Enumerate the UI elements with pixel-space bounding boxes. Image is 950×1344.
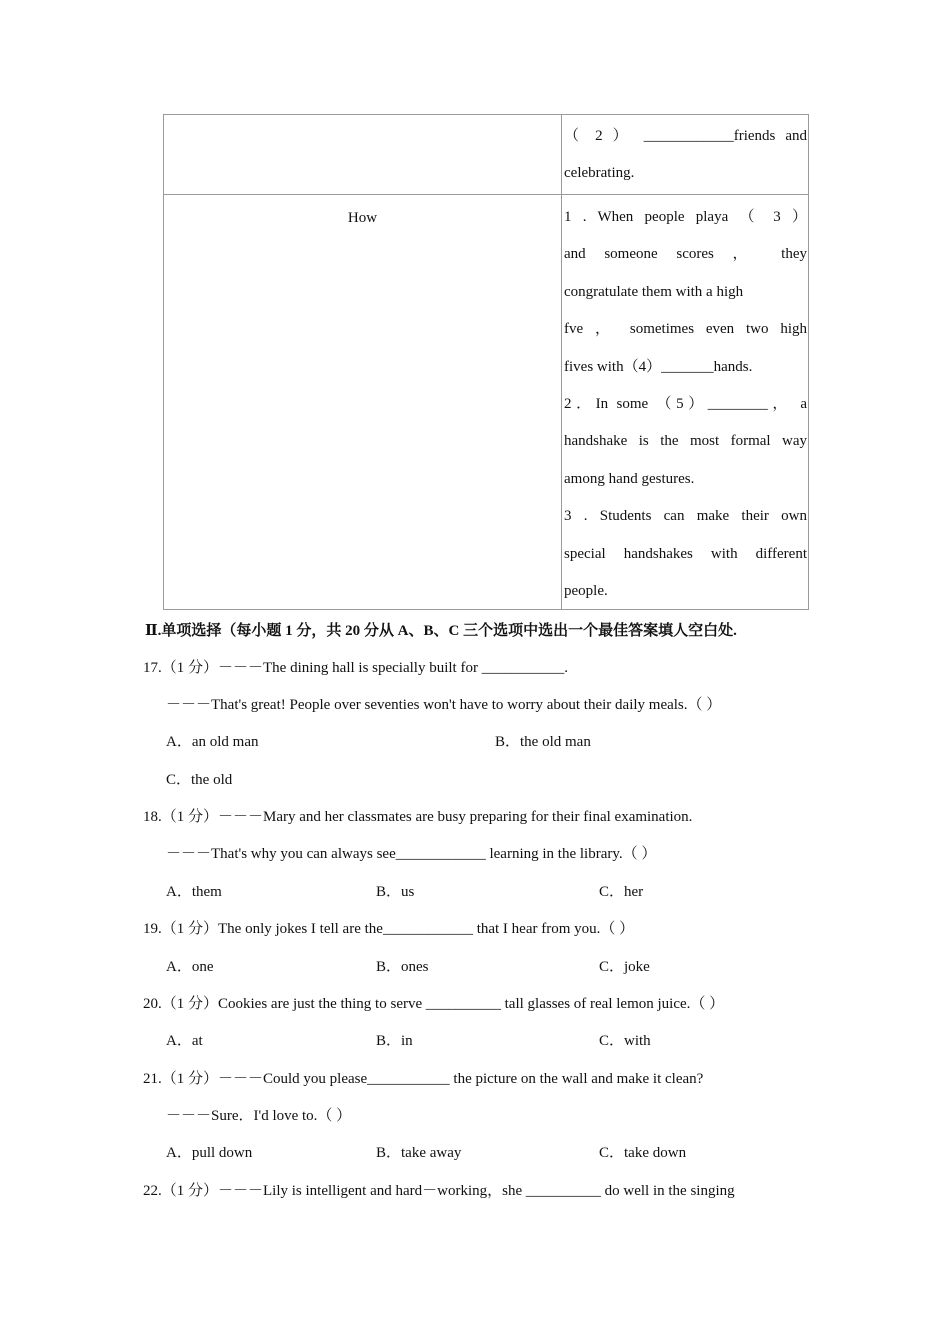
cell-line: among hand gestures. [564, 470, 695, 487]
cell-line: celebrating. [564, 165, 635, 182]
cell-line: and someone scores ， they [564, 246, 807, 263]
question-18: 18.（1 分）－－－Mary and her classmates are busy preparing for their final examination. [143, 809, 693, 825]
option-a: A．one [166, 959, 214, 975]
outline-table [163, 114, 809, 610]
section-heading: Ⅱ.单项选择（每小题 1 分，共 20 分从 A、B、C 三个选项中选出一个最佳答案填人空白处. [145, 623, 737, 639]
option-c: C．her [599, 884, 644, 900]
table-cell-row2-right [564, 199, 807, 610]
table-row-divider [164, 194, 808, 195]
cell-line: （ 2 ） ____________friends and [564, 128, 807, 144]
option-c: C．take down [599, 1145, 687, 1161]
question-18-reply: －－－That's why you can always see____________ learning in the library.（ ） [166, 846, 657, 862]
question-21-reply: －－－Sure．I'd love to.（ ） [166, 1108, 352, 1124]
cell-line: 1 . When people playa （ 3 ） [564, 209, 807, 225]
cell-line: fives with（4）_______hands. [564, 358, 753, 375]
option-b: B．the old man [495, 734, 591, 750]
cell-line: fve ， sometimes even two high [564, 321, 807, 338]
table-cell-row1-right [564, 118, 807, 193]
option-a: A．an old man [166, 734, 259, 750]
option-b: B．us [376, 884, 415, 900]
cell-line: congratulate them with a high [564, 283, 744, 300]
question-21: 21.（1 分）－－－Could you please___________ the picture on the wall and make it clean? [143, 1071, 704, 1087]
question-20: 20.（1 分）Cookies are just the thing to serve __________ tall glasses of real lemon juice.（ ） [143, 996, 725, 1012]
option-a: A．them [166, 884, 222, 900]
option-b: B．in [376, 1033, 413, 1049]
cell-line: handshake is the most formal way [564, 433, 807, 450]
question-17: 17.（1 分）－－－The dining hall is specially built for ___________. [143, 660, 568, 676]
table-column-divider [561, 115, 562, 609]
option-c: C．with [599, 1033, 651, 1049]
question-19: 19.（1 分）The only jokes I tell are the____________ that I hear from you.（ ） [143, 921, 635, 937]
option-b: B．take away [376, 1145, 462, 1161]
option-c: C．joke [599, 959, 650, 975]
cell-line: special handshakes with different [564, 545, 807, 562]
option-c: C．the old [166, 772, 233, 788]
option-b: B．ones [376, 959, 429, 975]
table-cell-how: How [347, 210, 378, 226]
option-a: A．at [166, 1033, 203, 1049]
option-a: A．pull down [166, 1145, 253, 1161]
question-22: 22.（1 分）－－－Lily is intelligent and hard－working，she __________ do well in the singing [143, 1183, 735, 1199]
cell-line: people. [564, 583, 608, 600]
cell-line: 3 . Students can make their own [564, 508, 807, 525]
cell-line: 2．In some （5）________， a [564, 396, 807, 413]
question-17-reply: －－－That's great! People over seventies won't have to worry about their daily meals.（ ） [166, 697, 722, 713]
